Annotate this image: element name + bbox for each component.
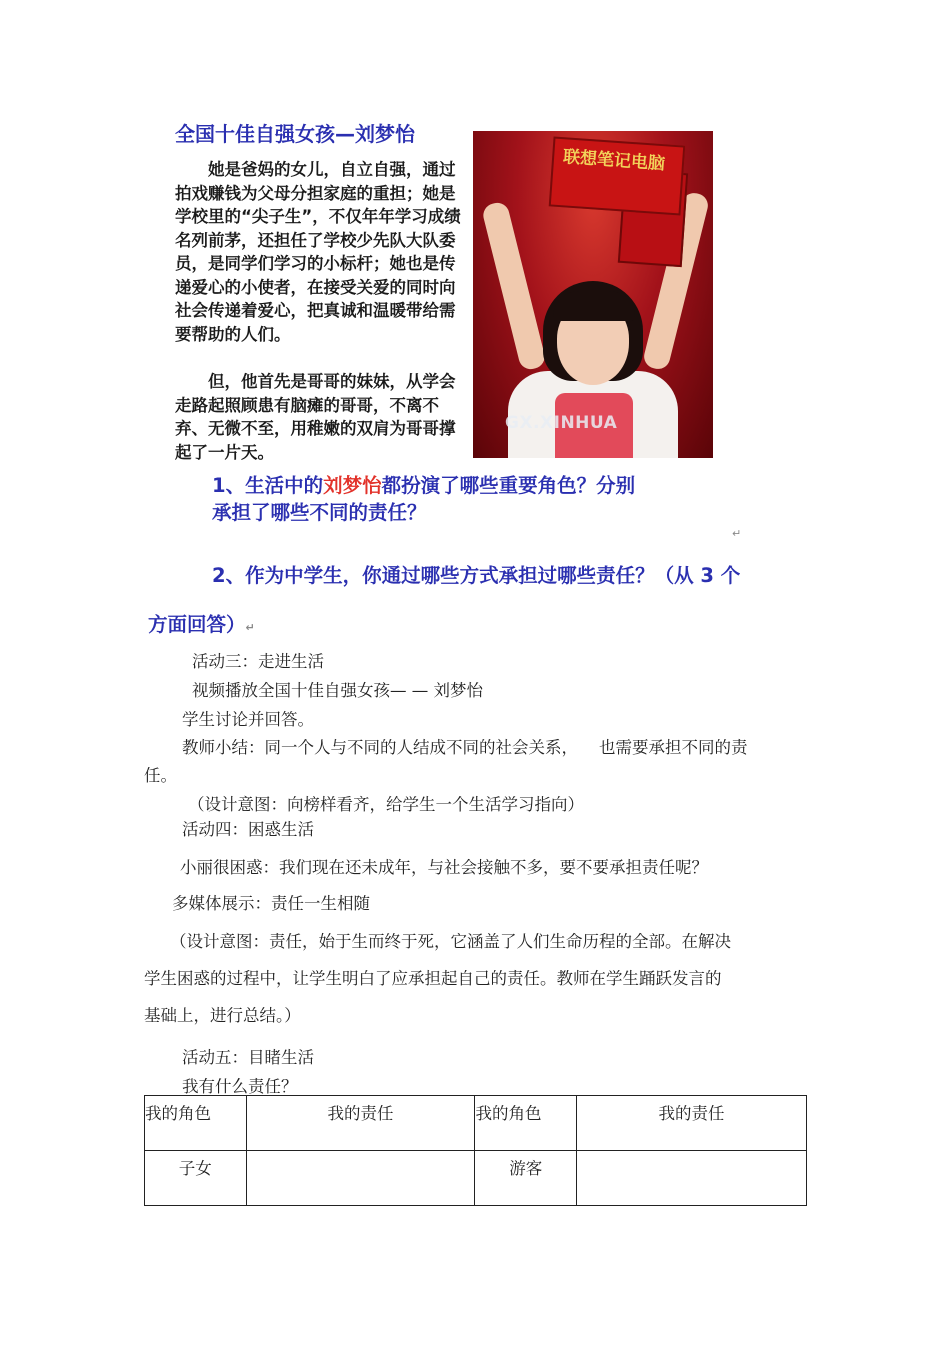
photo-watermark: GX.XINHUA bbox=[505, 413, 618, 433]
body-line-12: 基础上，进行总结。） bbox=[144, 1006, 301, 1025]
question-1-line-2: 承担了哪些不同的责任？ bbox=[212, 501, 427, 524]
table-header-cell: 我的责任 bbox=[246, 1096, 475, 1151]
body-line-9: 多媒体展示：责任一生相随 bbox=[172, 894, 370, 913]
body-line-4: 教师小结：同一个人与不同的人结成不同的社会关系， 也需要承担不同的责 bbox=[182, 738, 748, 757]
question-2-text: 方面回答） bbox=[148, 613, 246, 636]
question-2-line-1: 2、作为中学生，你通过哪些方式承担过哪些责任？（从 3 个 bbox=[212, 564, 741, 587]
body-line-7: 活动四：困惑生活 bbox=[182, 820, 314, 839]
table-header-cell: 我的角色 bbox=[145, 1096, 247, 1151]
body-line-3: 学生讨论并回答。 bbox=[182, 710, 314, 729]
question-1-line-1 bbox=[212, 470, 635, 498]
body-line-5: 任。 bbox=[144, 766, 177, 785]
photo-arm-left bbox=[481, 200, 547, 371]
table-cell bbox=[246, 1151, 475, 1206]
photo-sign-text: 联想笔记电脑 bbox=[562, 147, 666, 175]
table-header-cell: 我的角色 bbox=[475, 1096, 577, 1151]
table-cell: 游客 bbox=[475, 1151, 577, 1206]
table-row bbox=[145, 1151, 807, 1206]
body-line-13: 活动五：目睹生活 bbox=[182, 1048, 314, 1067]
slide-title: 全国十佳自强女孩—刘梦怡 bbox=[175, 122, 415, 146]
table-header-row bbox=[145, 1096, 807, 1151]
body-line-11: 学生困惑的过程中，让学生明白了应承担起自己的责任。教师在学生踊跃发言的 bbox=[144, 969, 722, 988]
body-line-1: 活动三：走进生活 bbox=[192, 652, 324, 671]
table-cell: 子女 bbox=[145, 1151, 247, 1206]
table-header-cell: 我的责任 bbox=[577, 1096, 807, 1151]
body-line-14: 我有什么责任？ bbox=[182, 1077, 298, 1096]
question-2-line-2 bbox=[148, 609, 255, 637]
question-1-prefix: 1、生活中的 bbox=[212, 474, 324, 497]
question-1-name: 刘梦怡 bbox=[323, 474, 382, 497]
body-line-2: 视频播放全国十佳自强女孩— — 刘梦怡 bbox=[192, 681, 483, 700]
liu-mengyi-photo bbox=[473, 131, 713, 458]
photo-bangs bbox=[553, 291, 635, 321]
slide-paragraph-2: 但，他首先是哥哥的妹妹，从学会走路起照顾患有脑瘫的哥哥，不离不弃、无微不至，用稚嫩的双肩为哥哥撑起了一片天。 bbox=[175, 372, 456, 462]
return-mark-2: ↵ bbox=[245, 621, 255, 634]
question-1-suffix: 都扮演了哪些重要角色？分别 bbox=[381, 474, 636, 497]
body-line-10: （设计意图：责任，始于生而终于死，它涵盖了人们生命历程的全部。在解决 bbox=[170, 932, 731, 951]
table-cell bbox=[577, 1151, 807, 1206]
return-mark: ↵ bbox=[732, 527, 742, 540]
slide-paragraph-1: 她是爸妈的女儿，自立自强，通过拍戏赚钱为父母分担家庭的重担；她是学校里的“尖子生”，不仅年年学习成绩名列前茅，还担任了学校少先队大队委员，是同学们学习的小标杆；她也是传递爱心的小使者，在接受关爱的同时向社会传递着爱心，把真诚和温暖带给需要帮助的人们。 bbox=[175, 160, 461, 344]
responsibility-table bbox=[144, 1095, 807, 1206]
body-line-8: 小丽很困惑：我们现在还未成年，与社会接触不多，要不要承担责任呢？ bbox=[180, 858, 708, 877]
body-line-6: （设计意图：向榜样看齐，给学生一个生活学习指向） bbox=[188, 795, 584, 814]
